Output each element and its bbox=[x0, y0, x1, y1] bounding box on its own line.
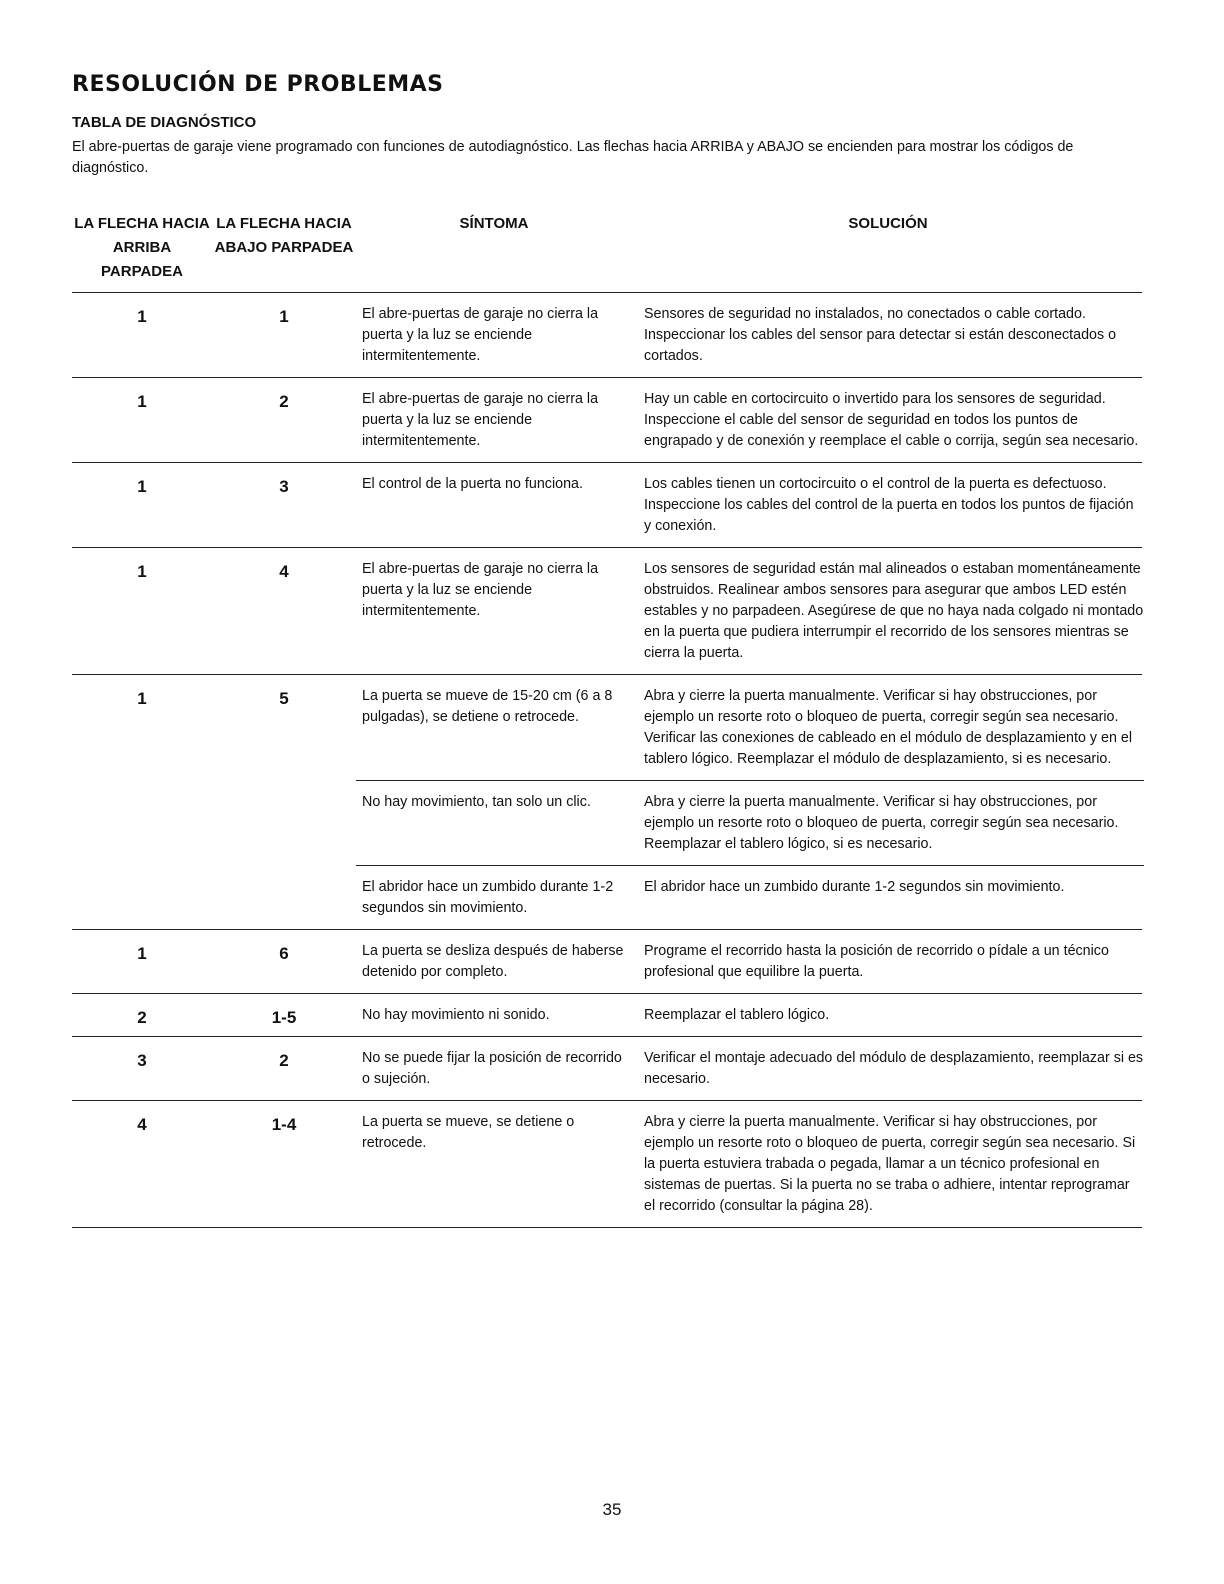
symptom-solution-pair bbox=[356, 463, 1144, 547]
symptom-solution-group bbox=[356, 548, 1144, 674]
symptom-text: La puerta se desliza después de haberse detenido por completo. bbox=[362, 943, 624, 980]
symptom-solution-pair bbox=[356, 994, 1144, 1036]
symptom-solution-pair bbox=[356, 293, 1144, 377]
table-row bbox=[72, 1037, 1142, 1101]
symptom-text: El abre-puertas de garaje no cierra la puerta y la luz se enciende intermitentemente. bbox=[362, 306, 599, 364]
down-arrow-count: 2 bbox=[279, 1051, 289, 1070]
symptom-solution-group bbox=[356, 463, 1144, 547]
symptom-solution-group bbox=[356, 675, 1144, 929]
symptom-solution-pair bbox=[356, 548, 1144, 674]
down-arrow-count: 5 bbox=[279, 689, 289, 708]
symptom-solution-group bbox=[356, 378, 1144, 462]
symptom-solution-group bbox=[356, 1037, 1144, 1100]
table-row bbox=[72, 293, 1142, 378]
symptom-solution-group bbox=[356, 293, 1144, 377]
intro-paragraph: El abre-puertas de garaje viene programado con funciones de autodiagnóstico. Las flechas hacia ARRIBA y ABAJO se encienden para mostrar los códigos de diagnóstico. bbox=[72, 139, 1074, 176]
page-number: 35 bbox=[602, 1500, 622, 1519]
symptom-solution-pair bbox=[356, 675, 1144, 780]
symptom-solution-pair bbox=[356, 1101, 1144, 1227]
header-solution: SOLUCIÓN bbox=[848, 215, 928, 232]
down-arrow-count: 1-4 bbox=[271, 1115, 297, 1134]
solution-text: Abra y cierre la puerta manualmente. Verificar si hay obstrucciones, por ejemplo un resorte roto o bloqueo de puerta, corregir según sea necesario. Verificar las conexiones de cableado en el módulo de desplazamiento y en el tablero lógico. Reemplazar el módulo de desplazamiento, si es necesario. bbox=[644, 688, 1132, 767]
symptom-text: El abridor hace un zumbido durante 1-2 segundos sin movimiento. bbox=[362, 879, 614, 916]
header-symptom: SÍNTOMA bbox=[459, 215, 529, 232]
down-arrow-count: 6 bbox=[279, 944, 289, 963]
symptom-solution-pair bbox=[356, 1037, 1144, 1100]
solution-text: Reemplazar el tablero lógico. bbox=[644, 1007, 830, 1023]
solution-text: Abra y cierre la puerta manualmente. Verificar si hay obstrucciones, por ejemplo un resorte roto o bloqueo de puerta, corregir según sea necesario. Si la puerta estuviera trabada o pegada, llamar a un técnico profesional en sistemas de puertas. Si la puerta no se traba o adhiere, intentar reprogramar el recorrido (consultar la página 28). bbox=[644, 1114, 1136, 1214]
table-row bbox=[72, 994, 1142, 1037]
down-arrow-count: 3 bbox=[279, 477, 289, 496]
table-row bbox=[72, 930, 1142, 994]
symptom-solution-pair bbox=[356, 930, 1144, 993]
solution-text: Sensores de seguridad no instalados, no conectados o cable cortado. Inspeccionar los cables del sensor para detectar si están desconectados o cortados. bbox=[644, 306, 1117, 364]
header-down-arrow: LA FLECHA HACIA ABAJO PARPADEA bbox=[214, 215, 354, 256]
up-arrow-count: 1 bbox=[137, 562, 147, 581]
up-arrow-count: 2 bbox=[137, 1008, 147, 1027]
symptom-text: El abre-puertas de garaje no cierra la puerta y la luz se enciende intermitentemente. bbox=[362, 561, 599, 619]
up-arrow-count: 1 bbox=[137, 944, 147, 963]
table-row bbox=[72, 378, 1142, 463]
symptom-text: La puerta se mueve de 15-20 cm (6 a 8 pulgadas), se detiene o retrocede. bbox=[362, 688, 613, 725]
solution-text: Abra y cierre la puerta manualmente. Verificar si hay obstrucciones, por ejemplo un resorte roto o bloqueo de puerta, corregir según sea necesario. Reemplazar el tablero lógico, si es necesario. bbox=[644, 794, 1119, 852]
up-arrow-count: 1 bbox=[137, 392, 147, 411]
table-header bbox=[72, 212, 1142, 293]
solution-text: Hay un cable en cortocircuito o invertido para los sensores de seguridad. Inspeccione el cable del sensor de seguridad en todos los puntos de engrapado y de conexión y reemplace el cable o corrija, según sea necesario. bbox=[644, 391, 1139, 449]
solution-text: Los cables tienen un cortocircuito o el control de la puerta es defectuoso. Inspeccione los cables del control de la puerta en todos los puntos de fijación y conexión. bbox=[644, 476, 1134, 534]
table-row bbox=[72, 463, 1142, 548]
symptom-solution-pair bbox=[356, 780, 1144, 865]
symptom-solution-group bbox=[356, 1101, 1144, 1227]
table-row bbox=[72, 675, 1142, 930]
solution-text: El abridor hace un zumbido durante 1-2 segundos sin movimiento. bbox=[644, 879, 1065, 895]
symptom-text: No hay movimiento ni sonido. bbox=[362, 1007, 550, 1023]
solution-text: Los sensores de seguridad están mal alineados o estaban momentáneamente obstruidos. Realinear ambos sensores para asegurar que ambos LED estén estables y no parpadeen. Asegúrese de que no haya nada colgado ni montado en la puerta que pudiera interrumpir el recorrido de los sensores mientras se cierra la puerta. bbox=[644, 561, 1144, 661]
page-title: RESOLUCIÓN DE PROBLEMAS bbox=[72, 72, 444, 97]
up-arrow-count: 1 bbox=[137, 307, 147, 326]
symptom-solution-pair bbox=[356, 378, 1144, 462]
symptom-text: No hay movimiento, tan solo un clic. bbox=[362, 794, 591, 810]
header-up-arrow: LA FLECHA HACIA ARRIBA PARPADEA bbox=[74, 215, 210, 280]
symptom-text: El control de la puerta no funciona. bbox=[362, 476, 583, 492]
solution-text: Programe el recorrido hasta la posición de recorrido o pídale a un técnico profesional que equilibre la puerta. bbox=[644, 943, 1109, 980]
symptom-text: El abre-puertas de garaje no cierra la puerta y la luz se enciende intermitentemente. bbox=[362, 391, 599, 449]
up-arrow-count: 1 bbox=[137, 477, 147, 496]
symptom-solution-group bbox=[356, 994, 1144, 1036]
down-arrow-count: 1-5 bbox=[271, 1008, 297, 1027]
table-row bbox=[72, 1101, 1142, 1228]
symptom-solution-pair bbox=[356, 865, 1144, 929]
symptom-solution-group bbox=[356, 930, 1144, 993]
symptom-text: No se puede fijar la posición de recorrido o sujeción. bbox=[362, 1050, 622, 1087]
symptom-text: La puerta se mueve, se detiene o retrocede. bbox=[362, 1114, 575, 1151]
down-arrow-count: 1 bbox=[279, 307, 289, 326]
diagnostic-table bbox=[72, 212, 1142, 1228]
solution-text: Verificar el montaje adecuado del módulo de desplazamiento, reemplazar si es necesario. bbox=[644, 1050, 1144, 1087]
up-arrow-count: 3 bbox=[137, 1051, 147, 1070]
section-title: TABLA DE DIAGNÓSTICO bbox=[72, 114, 257, 131]
down-arrow-count: 4 bbox=[279, 562, 289, 581]
down-arrow-count: 2 bbox=[279, 392, 289, 411]
up-arrow-count: 4 bbox=[137, 1115, 147, 1134]
up-arrow-count: 1 bbox=[137, 689, 147, 708]
table-body bbox=[72, 293, 1142, 1228]
table-row bbox=[72, 548, 1142, 675]
